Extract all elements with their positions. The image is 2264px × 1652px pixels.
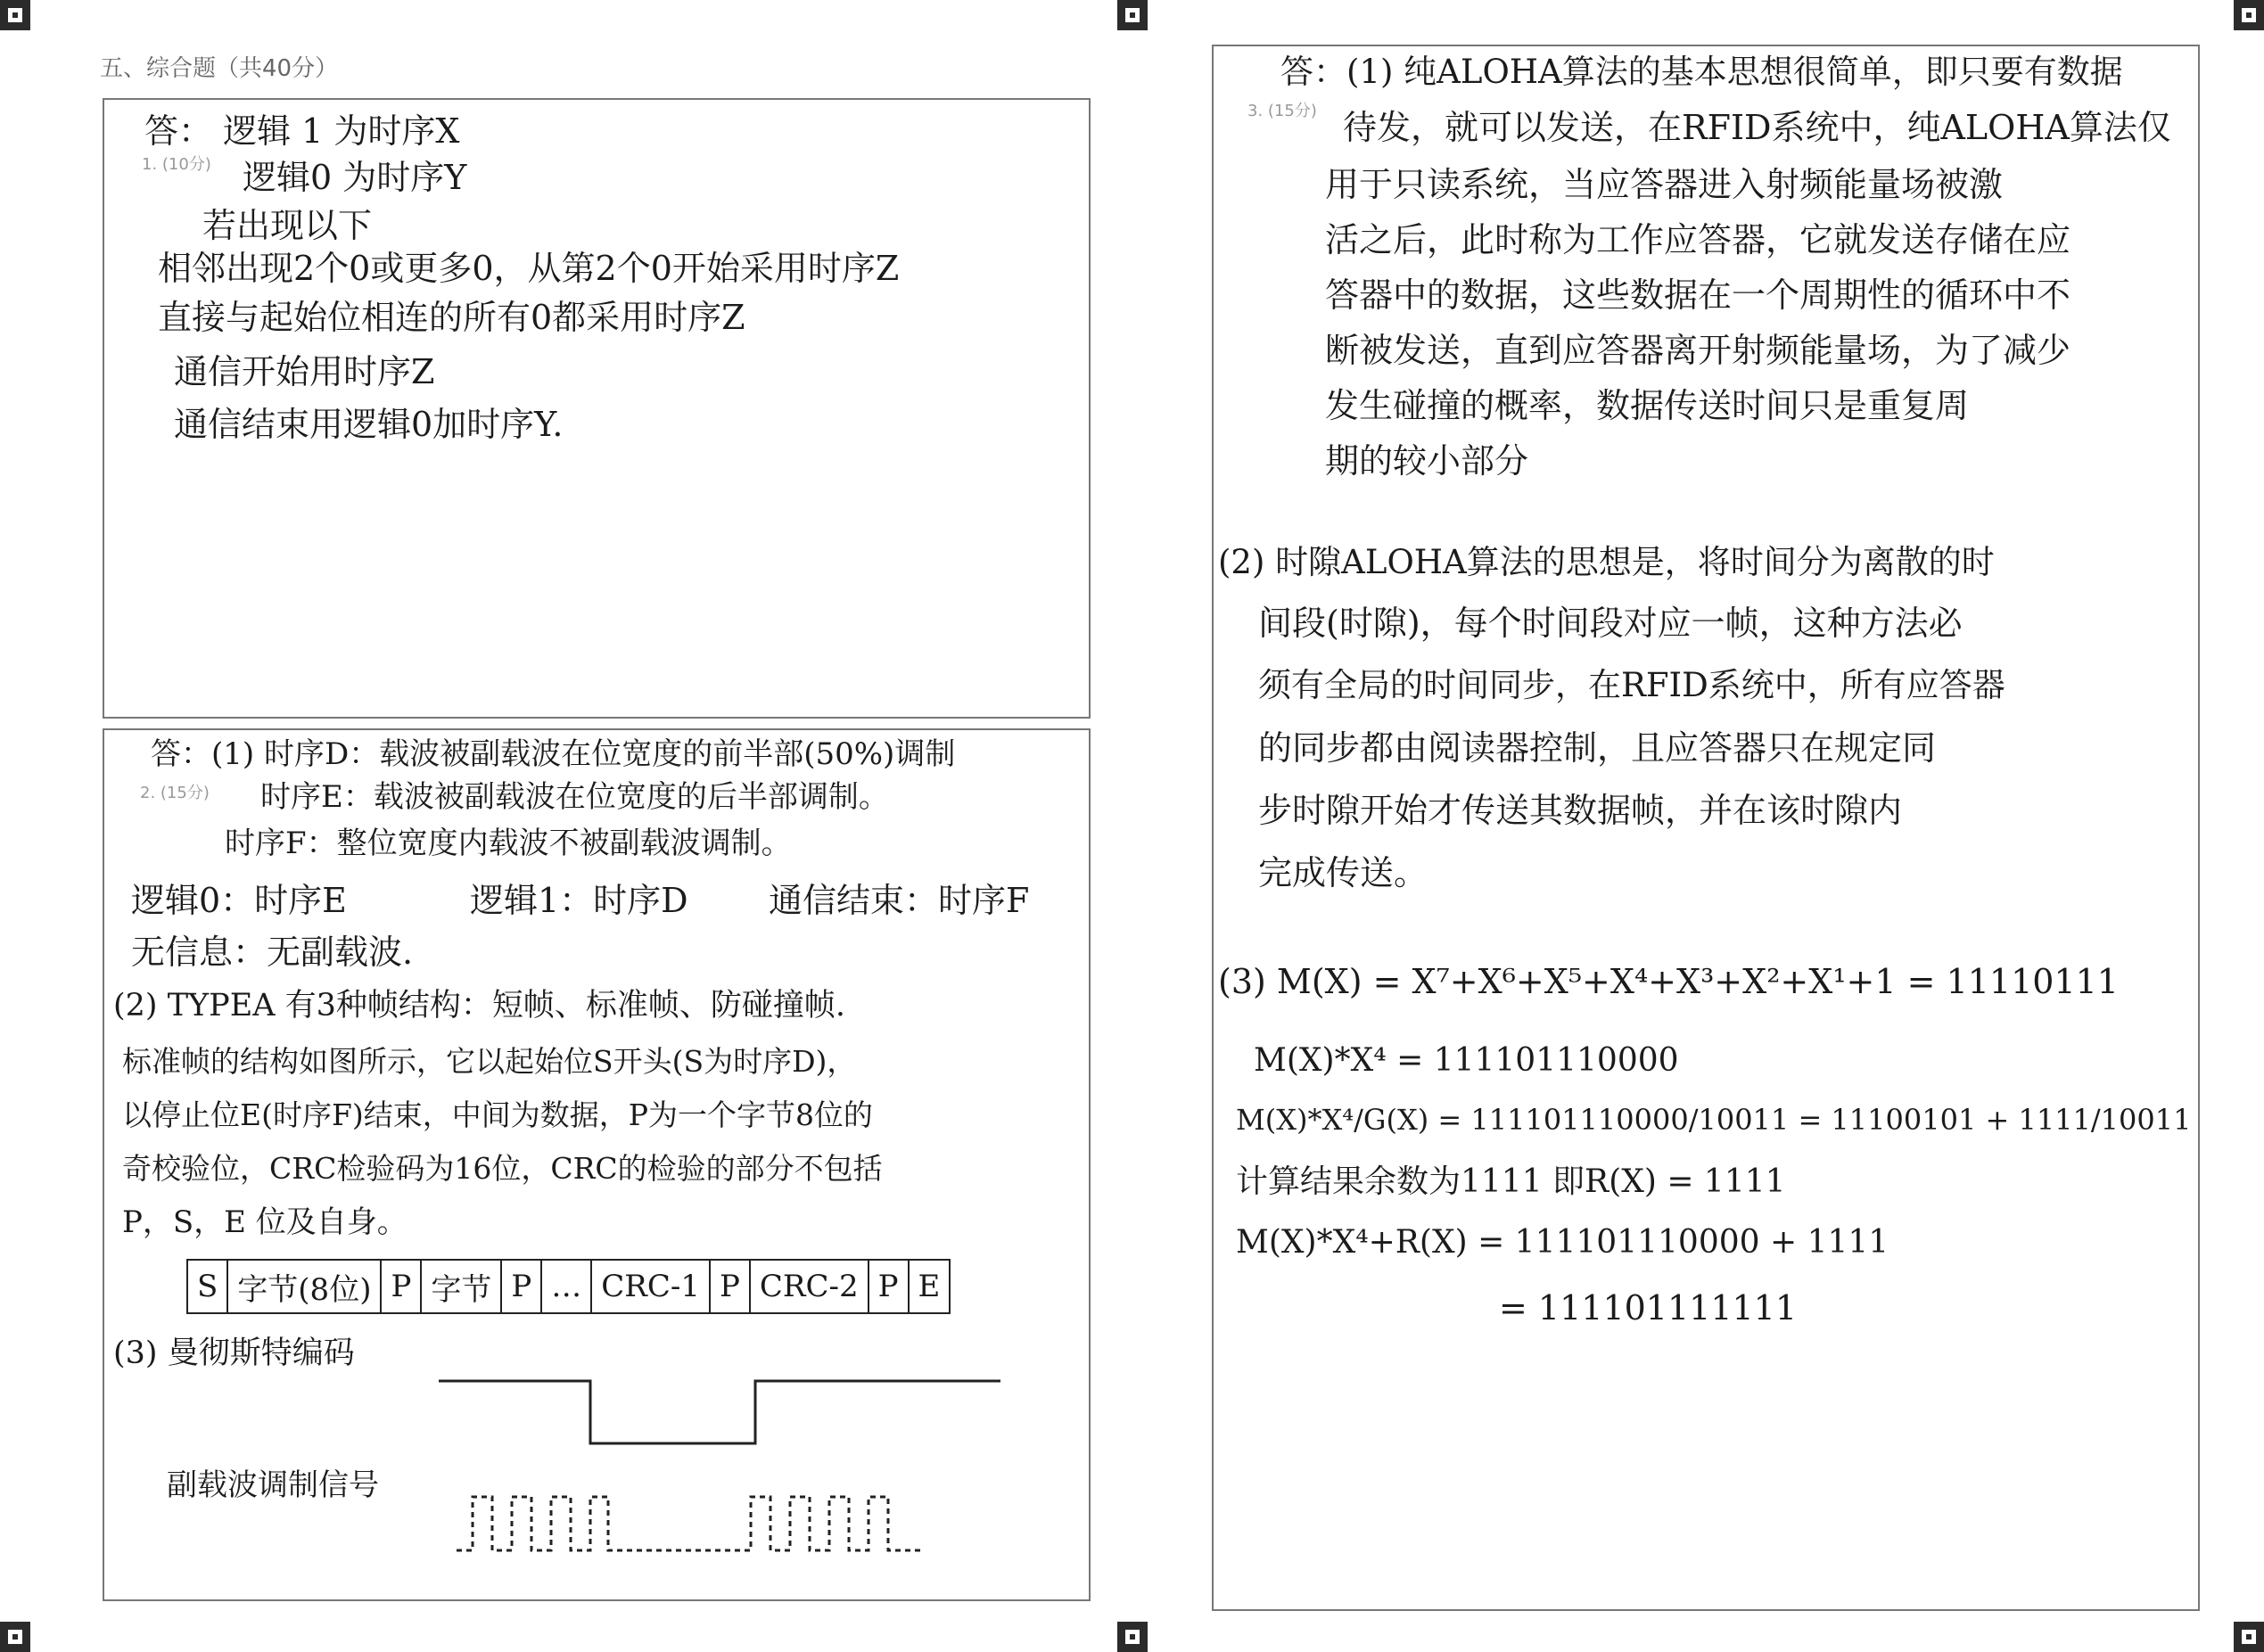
q3-line-12: 的同步都由阅读器控制，且应答器只在规定同 [1258, 728, 1937, 768]
frame-cell: P [710, 1260, 750, 1313]
registration-marker-bottom-center [1117, 1622, 1148, 1652]
q3-line-8: 期的较小部分 [1325, 441, 1529, 481]
q2-line-2: 时序E：载波被副载波在位宽度的后半部调制。 [260, 779, 889, 815]
registration-marker-top-right [2234, 0, 2264, 30]
question-number-q1: 1. (10分) [142, 155, 211, 174]
q3-line-11: 须有全局的时间同步，在RFID系统中，所有应答器 [1258, 666, 2005, 704]
q3-line-18: 计算结果余数为1111 即R(X) = 1111 [1236, 1163, 1786, 1200]
q1-line-4: 相邻出现2个0或更多0，从第2个0开始采用时序Z [158, 249, 900, 288]
q3-line-6: 断被发送，直到应答器离开射频能量场，为了减少 [1325, 331, 2071, 370]
q3-line-20: = 111101111111 [1499, 1288, 1798, 1327]
frame-cell: P [501, 1260, 541, 1313]
q3-line-2: 待发，就可以发送，在RFID系统中，纯ALOHA算法仅 [1343, 108, 2171, 147]
frame-cell: … [541, 1260, 591, 1313]
standard-frame-structure [186, 1259, 951, 1314]
q2-line-4a: 逻辑0：时序E [131, 881, 347, 920]
q2-line-4c: 通信结束：时序F [769, 881, 1030, 920]
q1-line-2: 逻辑0 为时序Y [243, 158, 467, 197]
frame-cell: CRC-2 [750, 1260, 869, 1313]
question-number-q2: 2. (15分) [140, 784, 210, 802]
q1-line-7: 通信结束用逻辑0加时序Y. [174, 405, 564, 444]
q3-line-5: 答器中的数据，这些数据在一个周期性的循环中不 [1325, 275, 2071, 315]
q3-line-1: 答：(1) 纯ALOHA算法的基本思想很简单，即只要有数据 [1280, 53, 2123, 91]
frame-cell: CRC-1 [591, 1260, 710, 1313]
q2-line-8: 以停止位E(时序F)结束，中间为数据，P为一个字节8位的 [122, 1097, 873, 1132]
q2-line-3: 时序F：整位宽度内载波不被副载波调制。 [225, 826, 792, 861]
q3-line-16: M(X)*X⁴ = 111101110000 [1254, 1042, 1679, 1079]
q3-line-17: M(X)*X⁴/G(X) = 111101110000/10011 = 11100101 + 1111/10011 [1236, 1103, 2192, 1137]
subcarrier-waveform [457, 1479, 1081, 1577]
q3-line-3: 用于只读系统，当应答器进入射频能量场被激 [1325, 165, 2004, 204]
q3-line-7: 发生碰撞的概率，数据传送时间只是重复周 [1325, 386, 1970, 425]
q2-line-11: (3) 曼彻斯特编码 [113, 1336, 355, 1371]
question-number-q3: 3. (15分) [1247, 102, 1317, 120]
q2-line-5: 无信息：无副载波. [131, 933, 414, 972]
answer-box-q2 [103, 728, 1091, 1601]
q1-line-1: 答： 逻辑 1 为时序X [144, 111, 460, 151]
q2-line-7: 标准帧的结构如图所示，它以起始位S开头(S为时序D)， [122, 1044, 857, 1079]
q2-line-4b: 逻辑1：时序D [470, 881, 688, 920]
q3-line-13: 步时隙开始才传送其数据帧，并在该时隙内 [1258, 791, 1903, 830]
q2-line-12: 副载波调制信号 [167, 1467, 379, 1503]
q3-line-14: 完成传送。 [1258, 853, 1428, 892]
q2-line-9: 奇校验位，CRC检验码为16位，CRC的检验的部分不包括 [122, 1151, 883, 1186]
registration-marker-bottom-right [2234, 1622, 2264, 1652]
registration-marker-bottom-left [0, 1622, 30, 1652]
q3-line-15: (3) M(X) = X⁷+X⁶+X⁵+X⁴+X³+X²+X¹+1 = 11110111 [1218, 962, 2119, 1001]
answer-box-q1 [103, 98, 1091, 719]
answer-box-q3 [1212, 45, 2200, 1611]
frame-cell: 字节(8位) [227, 1260, 381, 1313]
frame-cell: P [869, 1260, 909, 1313]
q2-line-1: 答：(1) 时序D：载波被副载波在位宽度的前半部(50%)调制 [151, 736, 956, 772]
registration-marker-top-left [0, 0, 30, 30]
manchester-waveform [439, 1363, 1009, 1470]
frame-cell: S [187, 1260, 227, 1313]
q1-line-3: 若出现以下 [202, 206, 373, 245]
q1-line-6: 通信开始用时序Z [174, 352, 435, 391]
q2-line-6: (2) TYPEA 有3种帧结构：短帧、标准帧、防碰撞帧. [113, 988, 846, 1023]
frame-cell: 字节 [421, 1260, 501, 1313]
q3-line-10: 间段(时隙)，每个时间段对应一帧，这种方法必 [1258, 604, 1963, 643]
q3-line-4: 活之后，此时称为工作应答器，它就发送存储在应 [1325, 220, 2071, 259]
frame-cell: P [381, 1260, 421, 1313]
q2-line-10: P，S，E 位及自身。 [122, 1204, 408, 1240]
frame-cell: E [909, 1260, 951, 1313]
q3-line-19: M(X)*X⁴+R(X) = 111101110000 + 1111 [1236, 1224, 1889, 1261]
q3-line-9: (2) 时隙ALOHA算法的思想是，将时间分为离散的时 [1218, 543, 1995, 581]
q1-line-5: 直接与起始位相连的所有0都采用时序Z [158, 298, 745, 337]
registration-marker-top-center [1117, 0, 1148, 30]
section-title: 五、综合题（共40分） [100, 55, 339, 82]
